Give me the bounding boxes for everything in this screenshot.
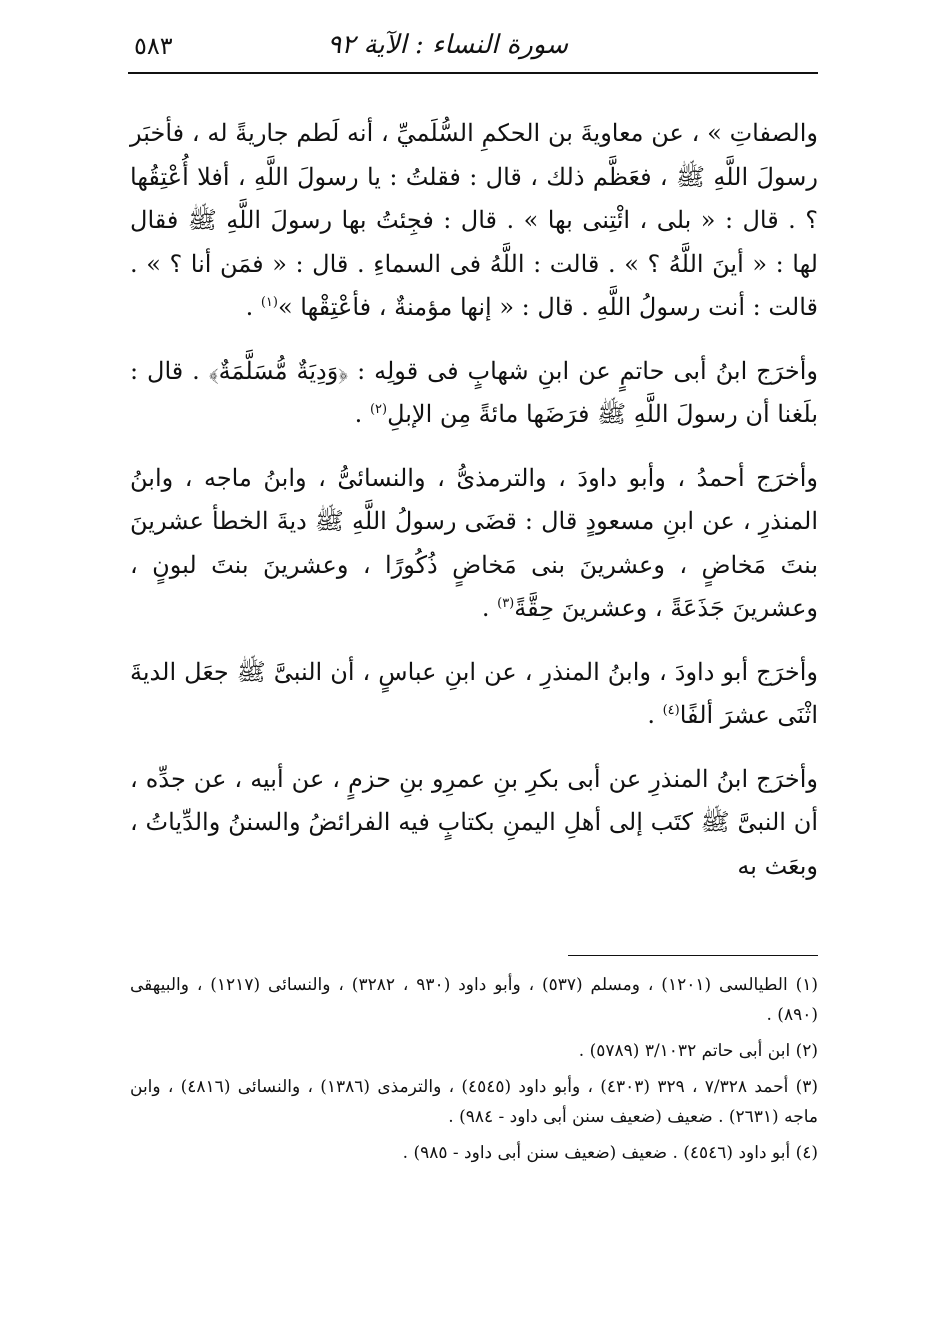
footnote-marker: (١) — [260, 295, 278, 310]
paragraph — [130, 112, 818, 330]
footnotes — [130, 970, 818, 1168]
paragraph — [130, 651, 818, 738]
footnote: (٢) ابن أبى حاتم ٣/١٠٣٢ (٥٧٨٩) . — [578, 1041, 818, 1061]
page-number: ٥٨٣ — [134, 32, 173, 60]
page-header — [128, 22, 818, 72]
paragraph-end: . — [647, 701, 663, 729]
paragraph-text: وأخرَج ابنُ أبى حاتمٍ عن ابنِ شهابٍ فى قولِه : ﴿وَدِيَةٌ مُّسَلَّمَةٌ﴾ . قال : بلَغنا أن رسولَ اللَّهِ ﷺ فرَضَها مائةً مِن الإبلِ — [130, 356, 818, 428]
paragraph-text: وأخرَج أحمدُ ، وأبو داودَ ، والترمذىُّ ، والنسائىُّ ، وابنُ ماجه ، وابنُ المنذرِ ، عن ابنِ مسعودٍ قال : قضَى رسولُ اللَّهِ ﷺ ديةَ الخطأ عشرينَ بنتَ مَخاضٍ ، وعشرينَ بنى مَخاضٍ ذُكُورًا ، وعشرينَ بنتَ لبونٍ ، وعشرينَ جَذَعَةً ، وعشرينَ حِقَّةً — [130, 463, 819, 622]
paragraph — [130, 350, 818, 437]
paragraph-end: . — [481, 594, 498, 622]
paragraph-end: . — [354, 400, 370, 428]
body-text — [130, 112, 818, 888]
paragraph-text: وأخرَج أبو داودَ ، وابنُ المنذرِ ، عن ابنِ عباسٍ ، أن النبىَّ ﷺ جعَل الديةَ اثْنَى عشرَ ألفًا — [130, 657, 818, 729]
running-title: سورة النساء : الآية ٩٢ — [327, 30, 568, 60]
footnote: (٤) أبو داود (٤٥٤٦) . ضعيف (ضعيف سنن أبى داود - ٩٨٥) . — [402, 1143, 818, 1163]
footnote-marker: (٣) — [497, 596, 515, 611]
footnote: (٣) أحمد ٧/٣٢٨ ، ٣٢٩ (٤٣٠٣) ، وأبو داود (٤٥٤٥) ، والترمذى (١٣٨٦) ، والنسائى (٤٨١٦) ، وابن ماجه (٢٦٣١) . ضعيف (ضعيف سنن أبى داود - ٩٨٤) . — [130, 1077, 819, 1127]
footnote-marker: (٤) — [662, 703, 680, 718]
footnote: (١) الطيالسى (١٢٠١) ، ومسلم (٥٣٧) ، وأبو داود (٩٣٠ ، ٣٢٨٢) ، والنسائى (١٢١٧) ، والبيهقى (٨٩٠) . — [130, 975, 819, 1025]
paragraph — [130, 457, 818, 631]
header-rule — [128, 72, 818, 74]
paragraph-text: والصفاتِ » ، عن معاويةَ بن الحكمِ السُّلَميِّ ، أنه لَطم جاريةً له ، فأخبَر رسولَ اللَّهِ ﷺ ، فعَظَّم ذلك ، قال : فقلتُ : يا رسولَ اللَّهِ ، أفلا أُعْتِقُها ؟ . قال : « بلى ، ائْتِنى بها » . قال : فجِئتُ بها رسولَ اللَّهِ ﷺ فقال لها : « أينَ اللَّهُ ؟ » . قالت : اللَّهُ فى السماءِ . قال : « فمَن أنا ؟ » . قالت : أنت رسولُ اللَّهِ . قال : « إنها مؤمنةٌ ، فأعْتِقْها » — [130, 119, 818, 321]
paragraph-end: . — [245, 293, 261, 321]
paragraph — [130, 758, 818, 889]
footnote-rule — [568, 955, 818, 956]
paragraph-text: وأخرَج ابنُ المنذرِ عن أبى بكرِ بنِ عمرِو بنِ حزمٍ ، عن أبيه ، عن جدِّه ، أن النبىَّ ﷺ كتَب إلى أهلِ اليمنِ بكتابٍ فيه الفرائضُ والسننُ والدِّياتُ ، وبعَث به — [130, 764, 818, 880]
footnote-marker: (٢) — [369, 402, 388, 417]
